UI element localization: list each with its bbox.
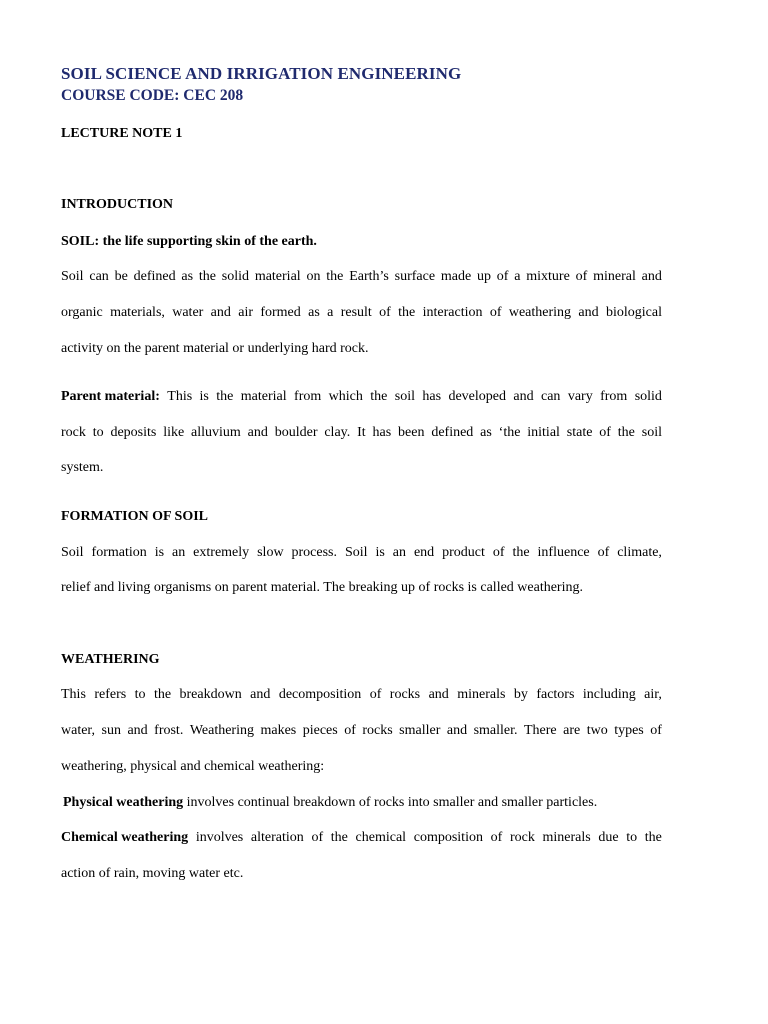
introduction-heading-text: INTRODUCTION	[61, 197, 174, 212]
word: formation	[91, 545, 147, 560]
word: of	[311, 830, 324, 845]
word: soil	[641, 425, 662, 440]
lecture-note-heading	[61, 126, 182, 142]
word: mineral	[593, 269, 636, 284]
formation-paragraph-line	[61, 580, 583, 596]
word: are	[563, 723, 581, 738]
word: vary	[567, 389, 593, 404]
word: makes	[260, 723, 297, 738]
word: biological	[605, 305, 662, 320]
word: of	[344, 723, 356, 738]
introduction-subheading-text: SOIL: the life supporting skin of the earth.	[61, 234, 317, 249]
word: developed	[448, 389, 506, 404]
word: of	[490, 830, 503, 845]
document-title-text: SOIL SCIENCE AND IRRIGATION ENGINEERING	[61, 64, 462, 83]
parent-material-line	[61, 460, 103, 476]
word: climate,	[617, 545, 662, 560]
word: the	[330, 830, 348, 845]
weathering-heading	[61, 652, 160, 668]
word: as	[181, 269, 194, 284]
word: breakdown	[179, 687, 242, 702]
word: composition	[413, 830, 483, 845]
word: It	[357, 425, 366, 440]
word: be	[114, 269, 128, 284]
word: like	[163, 425, 185, 440]
word: the	[398, 305, 416, 320]
word: alluvium	[191, 425, 241, 440]
word: a	[327, 305, 334, 320]
word: of	[369, 687, 382, 702]
formation-heading-text: FORMATION OF SOIL	[61, 509, 209, 524]
word: end	[413, 545, 435, 560]
word: has	[372, 425, 392, 440]
chemical-weathering-line	[61, 866, 243, 882]
word: can	[540, 389, 561, 404]
word: and	[250, 687, 271, 702]
word: ‘the	[498, 425, 521, 440]
word: due	[598, 830, 619, 845]
word: to	[134, 687, 146, 702]
word: state	[566, 425, 593, 440]
weathering-line-1: This	[61, 687, 86, 702]
word: the	[617, 425, 635, 440]
intro-paragraph-line	[61, 341, 369, 357]
course-code-text: COURSE CODE: CEC 208	[61, 87, 244, 104]
physical-weathering-text: involves continual breakdown of rocks into smaller and smaller particles.	[183, 795, 598, 810]
intro-line-2: organic	[61, 305, 103, 320]
word: and	[513, 389, 534, 404]
word: types	[614, 723, 644, 738]
course-code	[61, 88, 243, 104]
word: water	[172, 305, 204, 320]
weathering-paragraph-line	[61, 687, 662, 703]
word: is	[375, 545, 385, 560]
chemical-weathering-text: involves	[195, 830, 244, 845]
weathering-heading-text: WEATHERING	[61, 652, 160, 667]
word: as	[308, 305, 320, 320]
word: can	[89, 269, 109, 284]
parent-material-line3: system.	[61, 460, 104, 475]
word: chemical	[355, 830, 407, 845]
word: weathering	[508, 305, 572, 320]
word: of	[489, 305, 502, 320]
word: of	[496, 269, 509, 284]
word: an	[392, 545, 407, 560]
word: material	[240, 389, 287, 404]
parent-material-label: Parent material:	[61, 389, 160, 404]
word: product	[442, 545, 485, 560]
word: clay.	[324, 425, 351, 440]
weathering-paragraph-line	[61, 759, 324, 775]
word: the	[512, 545, 530, 560]
chemical-weathering-line2: action of rain, moving water etc.	[61, 866, 244, 881]
word: of	[379, 305, 391, 320]
chemical-weathering-label: Chemical weathering	[61, 830, 189, 845]
formation-line-2: relief and living organisms on parent material. The breaking up of rocks is called weathering.	[61, 580, 583, 595]
word: interaction	[422, 305, 483, 320]
physical-weathering-line	[63, 795, 597, 811]
parent-material-line1: This	[167, 389, 193, 404]
physical-weathering-label: Physical weathering	[63, 795, 184, 810]
word: influence	[537, 545, 590, 560]
word: to	[92, 425, 104, 440]
word: solid	[634, 389, 662, 404]
word: There	[524, 723, 557, 738]
word: the	[216, 389, 234, 404]
weathering-line-2: water,	[61, 723, 96, 738]
word: factors	[536, 687, 575, 702]
word: process.	[291, 545, 338, 560]
word: Soil	[344, 545, 368, 560]
word: the	[370, 389, 388, 404]
word: extremely	[193, 545, 250, 560]
weathering-paragraph-line	[61, 723, 662, 739]
word: on	[306, 269, 321, 284]
word: of	[492, 545, 505, 560]
word: boulder	[274, 425, 318, 440]
word: by	[513, 687, 528, 702]
word: air,	[644, 687, 662, 702]
word: which	[328, 389, 363, 404]
word: the	[326, 269, 344, 284]
word: the	[153, 687, 172, 702]
word: surface	[394, 269, 436, 284]
introduction-subheading	[61, 234, 317, 250]
word: from	[600, 389, 628, 404]
word: deposits	[110, 425, 157, 440]
word: smaller	[399, 723, 441, 738]
formation-heading	[61, 509, 208, 525]
word: minerals	[542, 830, 591, 845]
word: solid	[221, 269, 250, 284]
word: two	[586, 723, 608, 738]
word: pieces	[302, 723, 338, 738]
intro-paragraph-line	[61, 305, 662, 321]
word: frost.	[154, 723, 184, 738]
introduction-heading	[61, 197, 173, 213]
word: Weathering	[189, 723, 254, 738]
word: and	[210, 305, 231, 320]
word: and	[446, 723, 468, 738]
word: rocks	[389, 687, 421, 702]
word: a	[514, 269, 521, 284]
word: been	[398, 425, 425, 440]
chemical-weathering-line	[61, 830, 662, 846]
word: slow	[257, 545, 284, 560]
intro-paragraph-line	[61, 269, 662, 285]
word: up	[476, 269, 491, 284]
word: rocks	[362, 723, 393, 738]
parent-material-line2: rock	[61, 425, 86, 440]
weathering-line-3: weathering, physical and chemical weathering:	[61, 759, 325, 774]
word: an	[172, 545, 186, 560]
word: the	[198, 269, 216, 284]
word: Earth’s	[349, 269, 389, 284]
parent-material-line	[61, 389, 662, 405]
word: alteration	[250, 830, 304, 845]
word: made	[440, 269, 472, 284]
word: formed	[260, 305, 301, 320]
word: of	[650, 723, 662, 738]
lecture-note-text: LECTURE NOTE 1	[61, 126, 183, 141]
word: and	[578, 305, 599, 320]
word: including	[582, 687, 636, 702]
word: mixture	[526, 269, 570, 284]
word: is	[154, 545, 165, 560]
word: and	[247, 425, 268, 440]
word: has	[422, 389, 442, 404]
word: of	[597, 545, 610, 560]
intro-line-3: activity on the parent material or underlying hard rock.	[61, 341, 369, 356]
word: result	[340, 305, 372, 320]
formation-line-1: Soil	[61, 545, 84, 560]
word: minerals	[457, 687, 506, 702]
word: from	[294, 389, 322, 404]
word: defined	[431, 425, 474, 440]
word: and	[641, 269, 662, 284]
word: the	[644, 830, 662, 845]
word: materials,	[110, 305, 165, 320]
word: sun	[101, 723, 121, 738]
word: of	[575, 269, 588, 284]
word: soil	[394, 389, 415, 404]
document-title	[61, 66, 461, 82]
word: rock	[509, 830, 535, 845]
word: air	[238, 305, 253, 320]
word: to	[626, 830, 638, 845]
word: refers	[94, 687, 127, 702]
word: and	[428, 687, 449, 702]
word: initial	[527, 425, 560, 440]
word: defined	[133, 269, 176, 284]
word: as	[480, 425, 492, 440]
intro-line-1: Soil	[61, 269, 84, 284]
word: smaller.	[473, 723, 518, 738]
parent-material-line	[61, 425, 662, 441]
word: and	[127, 723, 148, 738]
word: material	[254, 269, 301, 284]
formation-paragraph-line	[61, 545, 662, 561]
word: is	[199, 389, 209, 404]
word: decomposition	[278, 687, 362, 702]
word: of	[599, 425, 611, 440]
